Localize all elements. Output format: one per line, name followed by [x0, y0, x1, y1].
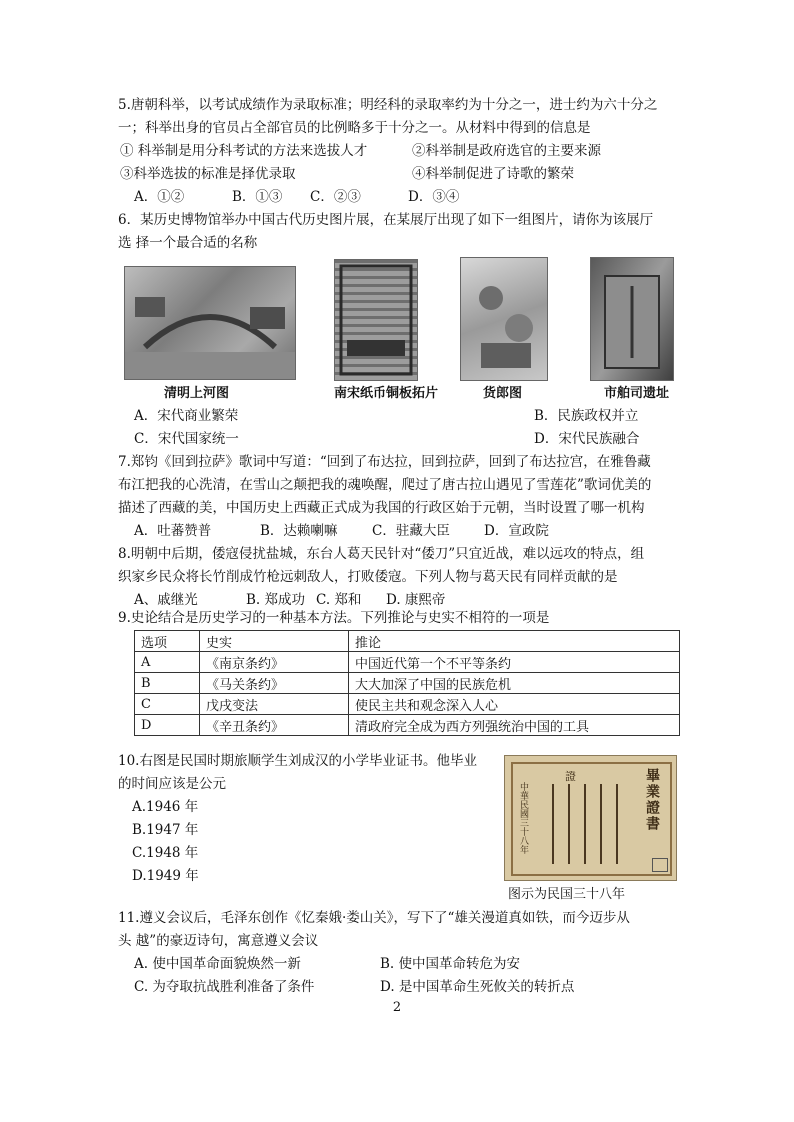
- cell-inference: 清政府完全成为西方列强统治中国的工具: [349, 715, 680, 736]
- q10-option-c: C.1948 年: [132, 845, 199, 861]
- cell-fact: 戊戌变法: [200, 694, 349, 715]
- peddler-graphic: [461, 258, 547, 380]
- cell-fact: 《辛丑条约》: [200, 715, 349, 736]
- table-row: [135, 673, 680, 694]
- q7-stem-line3: 描述了西藏的美，中国历史上西藏正式成为我国的行政区始于元朝，当时设置了哪一机构: [118, 500, 645, 516]
- certificate-stamp-mark: [652, 858, 668, 872]
- q7-option-a: A．吐蕃赞普: [134, 523, 212, 539]
- table-row: [135, 694, 680, 715]
- q10-stem-line1: 10.右图是民国时期旅顺学生刘成汉的小学毕业证书。他毕业: [118, 753, 477, 769]
- q10-option-d: D.1949 年: [132, 868, 199, 884]
- cell-inference: 大大加深了中国的民族危机: [349, 673, 680, 694]
- page-number: 2: [392, 1000, 402, 1015]
- certificate-caption: 图示为民国三十八年: [508, 887, 626, 902]
- cell-fact: 《南京条约》: [200, 652, 349, 673]
- q5-statement-3: ③科举选拔的标准是择优录取: [120, 166, 296, 182]
- q6-option-b: B．民族政权并立: [534, 408, 639, 424]
- q5-option-b: B．①③: [232, 189, 283, 205]
- caption-qingming: 清明上河图: [164, 386, 230, 401]
- q7-option-c: C．驻藏大臣: [372, 523, 450, 539]
- q7-stem-line2: 布江把我的心洗清，在雪山之颠把我的魂唤醒，爬过了唐古拉山遇见了雪莲花”歌词优美的: [118, 477, 652, 493]
- q11-stem-line1: 11.遵义会议后，毛泽东创作《忆秦娥·娄山关》，写下了“雄关漫道真如铁，而今迈步从: [118, 910, 630, 926]
- table-header-row: [135, 631, 680, 652]
- q8-option-d: D. 康熙帝: [386, 592, 446, 608]
- q9-table: [134, 630, 680, 736]
- q5-statement-4: ④科举制促进了诗歌的繁荣: [412, 166, 574, 182]
- q6-stem-line2: 选 择一个最合适的名称: [118, 235, 258, 251]
- certificate-label: 證: [565, 770, 576, 783]
- q8-option-a: A、戚继光: [134, 592, 198, 608]
- q11-option-a: A. 使中国革命面貌焕然一新: [134, 956, 301, 972]
- q6-option-a: A．宋代商业繁荣: [134, 408, 239, 424]
- certificate-title: 畢業證書: [644, 768, 660, 832]
- song-paper-money-rubbing-image: [334, 259, 418, 381]
- cell-option: B: [135, 673, 200, 694]
- q11-option-d: D. 是中国革命生死攸关的转折点: [380, 979, 575, 995]
- caption-shibosi: 市舶司遗址: [604, 386, 670, 401]
- q6-option-d: D．宋代民族融合: [534, 431, 640, 447]
- q7-stem-line1: 7.郑钧《回到拉萨》歌词中写道：“回到了布达拉，回到拉萨，回到了布达拉宫，在雅鲁藏: [118, 454, 651, 470]
- q10-stem-line2: 的时间应该是公元: [118, 776, 226, 792]
- q5-statement-1: ① 科举制是用分科考试的方法来选拔人才: [120, 143, 368, 159]
- q5-stem-line1: 5.唐朝科举，以考试成绩作为录取标准；明经科的录取率约为十分之一，进士约为六十分之: [118, 97, 658, 113]
- header-fact: 史实: [200, 631, 349, 652]
- certificate-date: 中華民國三十八年: [518, 782, 528, 854]
- q5-stem-line2: 一；科举出身的官员占全部官员的比例略多于十分之一。从材料中得到的信息是: [118, 120, 591, 136]
- q6-stem-line1: 6．某历史博物馆举办中国古代历史图片展，在某展厅出现了如下一组图片，请你为该展厅: [118, 212, 654, 228]
- q7-option-b: B．达赖喇嘛: [260, 523, 338, 539]
- q7-option-d: D．宣政院: [484, 523, 549, 539]
- q10-option-b: B.1947 年: [132, 822, 199, 838]
- q8-stem-line1: 8.明朝中后期，倭寇侵扰盐城，东台人葛天民针对“倭刀”只宜近战，难以远攻的特点，组: [118, 546, 645, 562]
- q5-statement-2: ②科举制是政府选官的主要来源: [412, 143, 601, 159]
- q8-stem-line2: 织家乡民众将长竹削成竹枪远刺敌人，打败倭寇。下列人物与葛天民有同样贡献的是: [118, 569, 618, 585]
- peddler-painting-image: [460, 257, 548, 381]
- q11-option-c: C. 为夺取抗战胜利准备了条件: [134, 979, 315, 995]
- q5-option-c: C．②③: [310, 189, 361, 205]
- certificate-text-graphic: [545, 780, 635, 870]
- q11-option-b: B. 使中国革命转危为安: [380, 956, 521, 972]
- q10-option-a: A.1946 年: [132, 799, 199, 815]
- caption-peddler: 货郎图: [483, 386, 523, 401]
- graduation-certificate-image: [504, 755, 677, 881]
- cell-inference: 中国近代第一个不平等条约: [349, 652, 680, 673]
- caption-paper-money: 南宋纸币铜板拓片: [334, 386, 439, 401]
- qingming-painting-image: [124, 266, 296, 380]
- shibosi-ruins-stele-image: [590, 257, 674, 381]
- q9-stem: 9.史论结合是历史学习的一种基本方法。下列推论与史实不相符的一项是: [118, 610, 550, 626]
- q5-option-a: A．①②: [134, 189, 185, 205]
- q8-option-b: B. 郑成功: [246, 592, 306, 608]
- cell-option: D: [135, 715, 200, 736]
- cell-fact: 《马关条约》: [200, 673, 349, 694]
- q5-option-d: D．③④: [408, 189, 460, 205]
- q8-option-c: C. 郑和: [316, 592, 362, 608]
- q11-stem-line2: 头 越”的豪迈诗句，寓意遵义会议: [118, 933, 319, 949]
- rubbing-graphic: [335, 260, 417, 380]
- q6-option-c: C．宋代国家统一: [134, 431, 239, 447]
- stele-graphic: [591, 258, 673, 380]
- header-inference: 推论: [349, 631, 680, 652]
- cell-option: A: [135, 652, 200, 673]
- table-row: [135, 652, 680, 673]
- bridge-scene-graphic: [125, 267, 295, 379]
- header-option: 选项: [135, 631, 200, 652]
- cell-inference: 使民主共和观念深入人心: [349, 694, 680, 715]
- cell-option: C: [135, 694, 200, 715]
- table-row: [135, 715, 680, 736]
